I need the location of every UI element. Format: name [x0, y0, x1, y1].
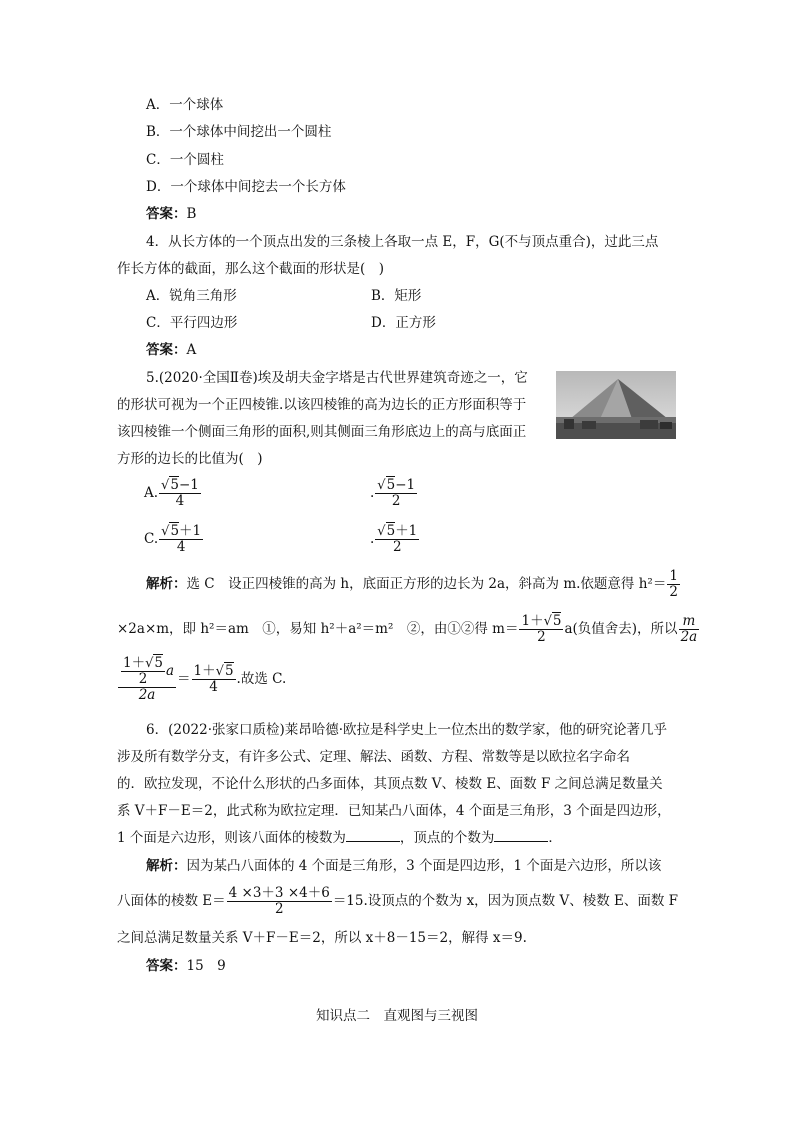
fraction: [159, 524, 203, 555]
q3-answer: [146, 205, 196, 223]
q6-answer: [146, 957, 226, 975]
q4-answer: [146, 341, 196, 359]
radicand: 5: [552, 613, 562, 629]
q5-stem-line2: 的形状可视为一个正四棱锥.以该四棱锥的高为边长的正方形面积等于: [117, 397, 527, 413]
sqrt-icon: √: [377, 524, 386, 539]
q4-stem-line2: 作长方体的截面，那么这个截面的形状是( ): [117, 261, 385, 277]
fraction: [375, 478, 417, 509]
answer-label: 答案：: [146, 342, 187, 358]
solution-text: ＝15.设顶点的个数为 x，因为顶点数 V、棱数 E、面数 F: [332, 893, 679, 909]
variable-a: a: [165, 663, 175, 679]
sqrt-icon: √: [377, 478, 386, 493]
denominator: 2: [537, 629, 546, 645]
stem-text: ，顶点的个数为: [399, 830, 495, 846]
q5-stem-line3: 该四棱锥一个侧面三角形的面积,则其侧面三角形底边上的高与底面正: [117, 424, 527, 440]
radicand: 5: [170, 477, 179, 493]
numerator-tail: −1: [178, 477, 199, 493]
answer-blank-1[interactable]: [346, 829, 400, 842]
denominator: 4: [176, 539, 186, 555]
section-title: 知识点二 直观图与三视图: [316, 1008, 478, 1024]
sqrt-icon: √: [161, 478, 170, 493]
q4-option-d: D．正方形: [371, 315, 436, 331]
q5-option-c: [144, 522, 204, 556]
q6-stem-line3: 的．欧拉发现，不论什么形状的凸多面体，其顶点数 V、棱数 E、面数 F 之间总满足数量关: [117, 776, 663, 792]
q4-stem-line1: 4．从长方体的一个顶点出发的三条棱上各取一点 E，F，G(不与顶点重合)，过此三点: [146, 234, 659, 250]
solution-text: ×2a×m，即 h²＝am ①，易知 h²＋a²＝m² ②，由①②得 m＝: [117, 621, 519, 637]
answer-value: A: [186, 342, 197, 358]
q4-option-c: C．平行四边形: [146, 315, 238, 331]
compound-fraction: [118, 656, 176, 703]
answer-label: 答案：: [146, 958, 187, 974]
numerator-tail: ＋1: [179, 523, 202, 539]
stem-text: 1 个面是六边形，则该八面体的棱数为: [117, 830, 346, 846]
answer-label: 答案：: [146, 206, 187, 222]
q6-solution-line1: [146, 857, 661, 875]
option-label: C.: [144, 531, 159, 547]
equals: ＝: [177, 671, 191, 687]
option-label: .: [370, 531, 375, 547]
solution-text: 选 C 设正四棱锥的高为 h，底面正方形的边长为 2a，斜高为 m.依题意得 h²＝: [186, 576, 667, 592]
answer-value: B: [186, 206, 197, 222]
sqrt-icon: √: [543, 614, 552, 629]
q3-option-d: D．一个球体中间挖去一个长方体: [146, 179, 346, 195]
denominator: 2: [391, 493, 401, 509]
q5-solution-line3: [117, 652, 286, 706]
solution-end: .故选 C.: [236, 671, 287, 687]
numerator: 4 ×3＋3 ×4＋6: [228, 885, 330, 901]
result-fraction: [192, 664, 236, 695]
numerator-head: 1＋: [123, 655, 146, 671]
q4-option-b: B．矩形: [371, 288, 422, 304]
inner-fraction: [121, 656, 165, 687]
q6-stem-line4: 系 V＋F－E＝2，此式称为欧拉定理．已知某凸八面体，4 个面是三角形，3 个面是四边形，: [117, 803, 671, 819]
radicand: 5: [154, 655, 163, 671]
q5-solution-line1: [146, 567, 681, 601]
q4-option-a: A．锐角三角形: [146, 288, 237, 304]
q5-stem-line4: 方形的边长的比值为( ): [117, 451, 263, 467]
radicand: 5: [386, 523, 396, 539]
denominator: 2a: [138, 687, 156, 703]
denominator: 2: [138, 671, 148, 687]
q3-option-a: A．一个球体: [146, 97, 224, 113]
fraction: [375, 524, 419, 555]
q5-solution-line2: [117, 612, 700, 646]
numerator: 1: [669, 568, 678, 584]
option-label: A.: [144, 485, 159, 501]
solution-text: a(负值舍去)，所以: [564, 621, 678, 637]
denominator: 2: [274, 901, 284, 917]
fraction: [159, 478, 201, 509]
q6-solution-line2: [117, 884, 678, 918]
q6-stem-line2: 涉及所有数学分支，有许多公式、定理、解法、函数、方程、常数等是以欧拉名字命名: [117, 749, 630, 765]
numerator-head: 1＋: [193, 663, 216, 679]
q6-stem-line5: [117, 829, 562, 847]
answer-blank-2[interactable]: [494, 829, 548, 842]
sqrt-icon: √: [161, 524, 170, 539]
stem-text: ．: [548, 830, 562, 846]
numerator-head: 1＋: [521, 613, 544, 629]
numerator: m: [679, 614, 700, 630]
numerator-tail: −1: [395, 477, 416, 493]
q6-stem-line1: 6．(2022·张家口质检)莱昂哈德·欧拉是科学史上一位杰出的数学家，他的研究论著几乎: [146, 722, 668, 738]
fraction-m: [519, 614, 563, 645]
sqrt-icon: √: [215, 664, 224, 679]
solution-label: 解析：: [146, 858, 187, 874]
option-label: .: [370, 485, 375, 501]
radicand: 5: [170, 523, 180, 539]
edge-count-fraction: [227, 886, 332, 917]
q5-option-d: [370, 522, 420, 556]
sqrt-icon: √: [145, 656, 154, 671]
denominator: 2a: [680, 629, 698, 645]
denominator: 4: [175, 493, 185, 509]
denominator: 4: [209, 679, 218, 695]
answer-value: 15 9: [186, 958, 226, 974]
q6-solution-line3: 之间总满足数量关系 V＋F－E＝2，所以 x＋8－15＝2，解得 x＝9.: [117, 930, 527, 946]
radicand: 5: [386, 477, 396, 493]
solution-text: 因为某凸八面体的 4 个面是三角形，3 个面是四边形，1 个面是六边形，所以该: [186, 858, 662, 874]
numerator-tail: ＋1: [395, 523, 418, 539]
denominator: 2: [669, 584, 678, 600]
q3-option-b: B．一个球体中间挖出一个圆柱: [146, 124, 332, 140]
solution-text: 八面体的棱数 E＝: [117, 893, 226, 909]
fraction-m-over-2a: [679, 614, 700, 645]
radicand: 5: [224, 663, 234, 679]
q5-stem-line1: 5.(2020·全国Ⅱ卷)埃及胡夫金字塔是古代世界建筑奇迹之一，它: [146, 370, 528, 386]
solution-label: 解析：: [146, 576, 187, 592]
pyramid-photo: [556, 371, 676, 439]
fraction-half: [667, 569, 680, 600]
q5-option-a: [144, 476, 202, 510]
q3-option-c: C．一个圆柱: [146, 152, 224, 168]
denominator: 2: [392, 539, 402, 555]
q5-option-b: [370, 476, 418, 510]
